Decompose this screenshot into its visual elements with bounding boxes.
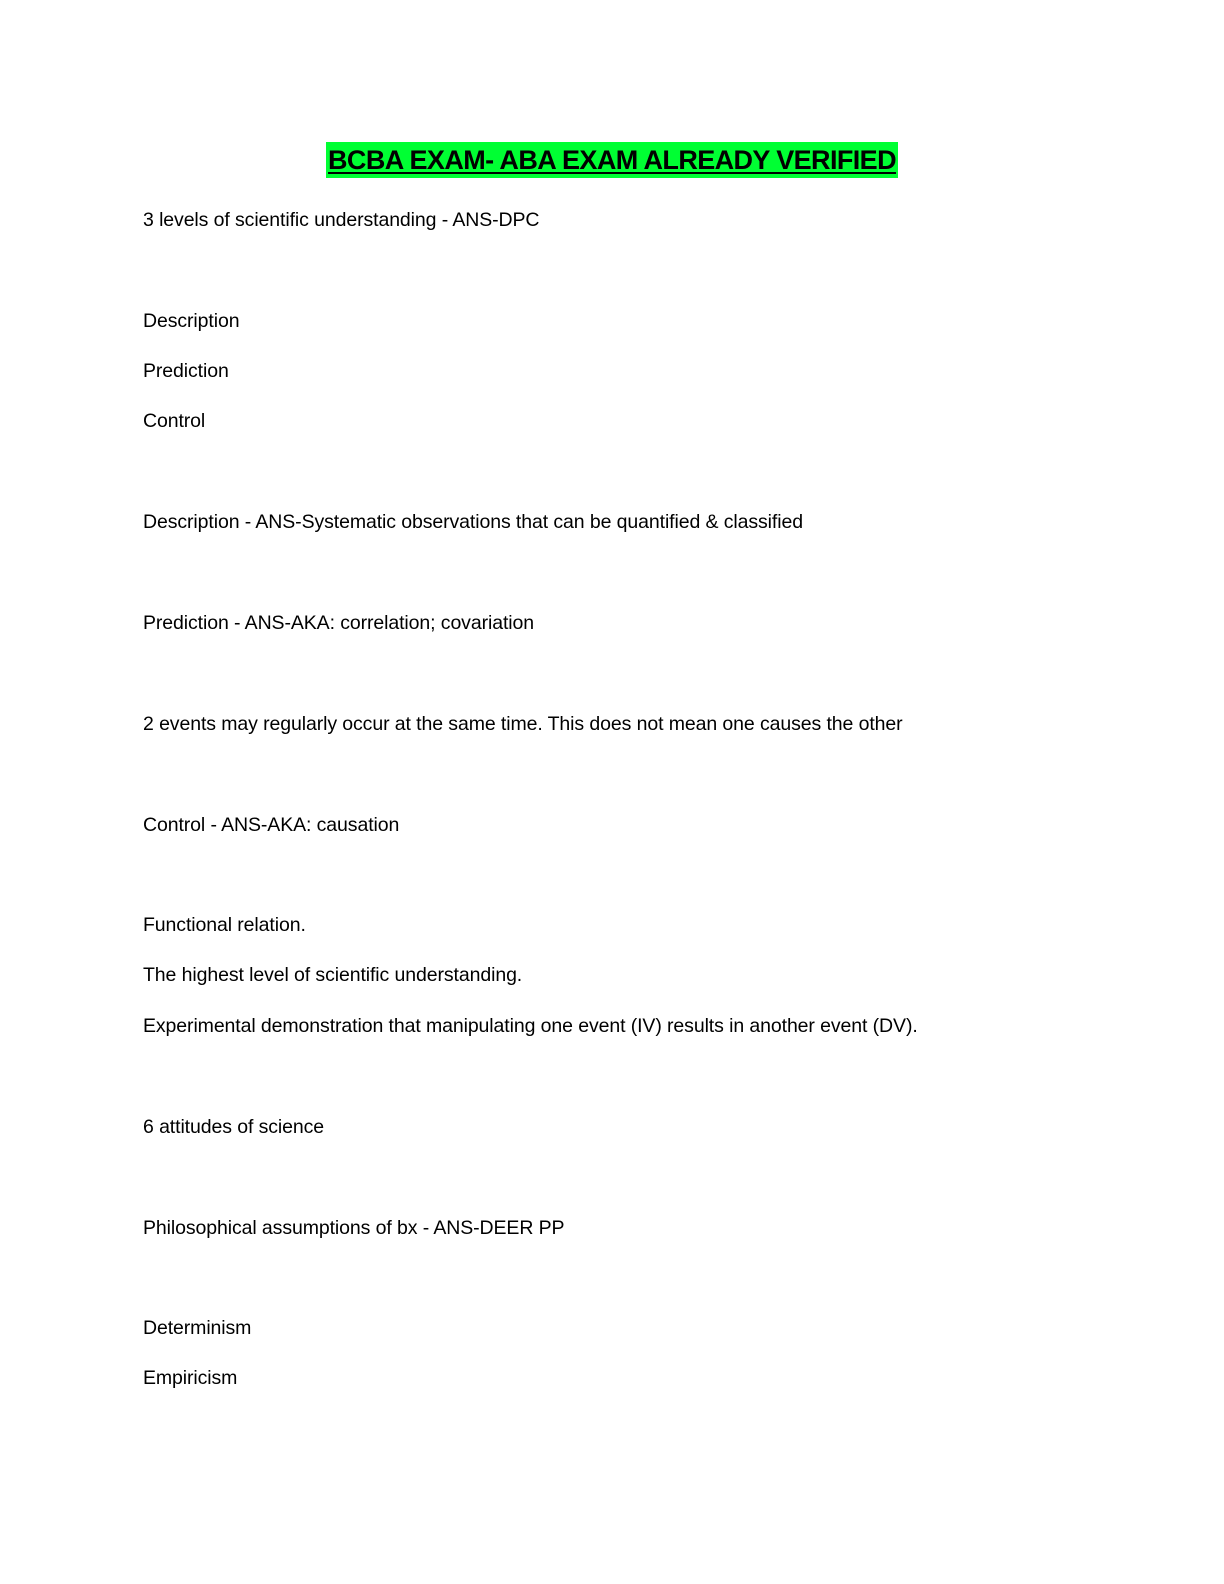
text-line: Experimental demonstration that manipulating one event (IV) results in another event (DV). (143, 1015, 918, 1037)
text-line: Empiricism (143, 1367, 238, 1389)
text-line: The highest level of scientific understanding. (143, 964, 523, 986)
text-line: Determinism (143, 1317, 252, 1339)
text-line: Description - ANS-Systematic observations that can be quantified & classified (143, 511, 803, 533)
text-line: Control - ANS-AKA: causation (143, 814, 400, 836)
title-container (0, 142, 1224, 178)
document-title: BCBA EXAM- ABA EXAM ALREADY VERIFIED (326, 142, 898, 178)
text-line: Philosophical assumptions of bx - ANS-DEER PP (143, 1217, 565, 1239)
text-line: Control (143, 410, 206, 432)
text-line: Functional relation. (143, 914, 306, 936)
text-line: Prediction (143, 360, 229, 382)
text-line: 2 events may regularly occur at the same time. This does not mean one causes the other (143, 713, 903, 735)
text-line: 6 attitudes of science (143, 1116, 324, 1138)
text-line: 3 levels of scientific understanding - ANS-DPC (143, 209, 540, 231)
text-line: Prediction - ANS-AKA: correlation; covariation (143, 612, 534, 634)
text-line: Description (143, 310, 240, 332)
